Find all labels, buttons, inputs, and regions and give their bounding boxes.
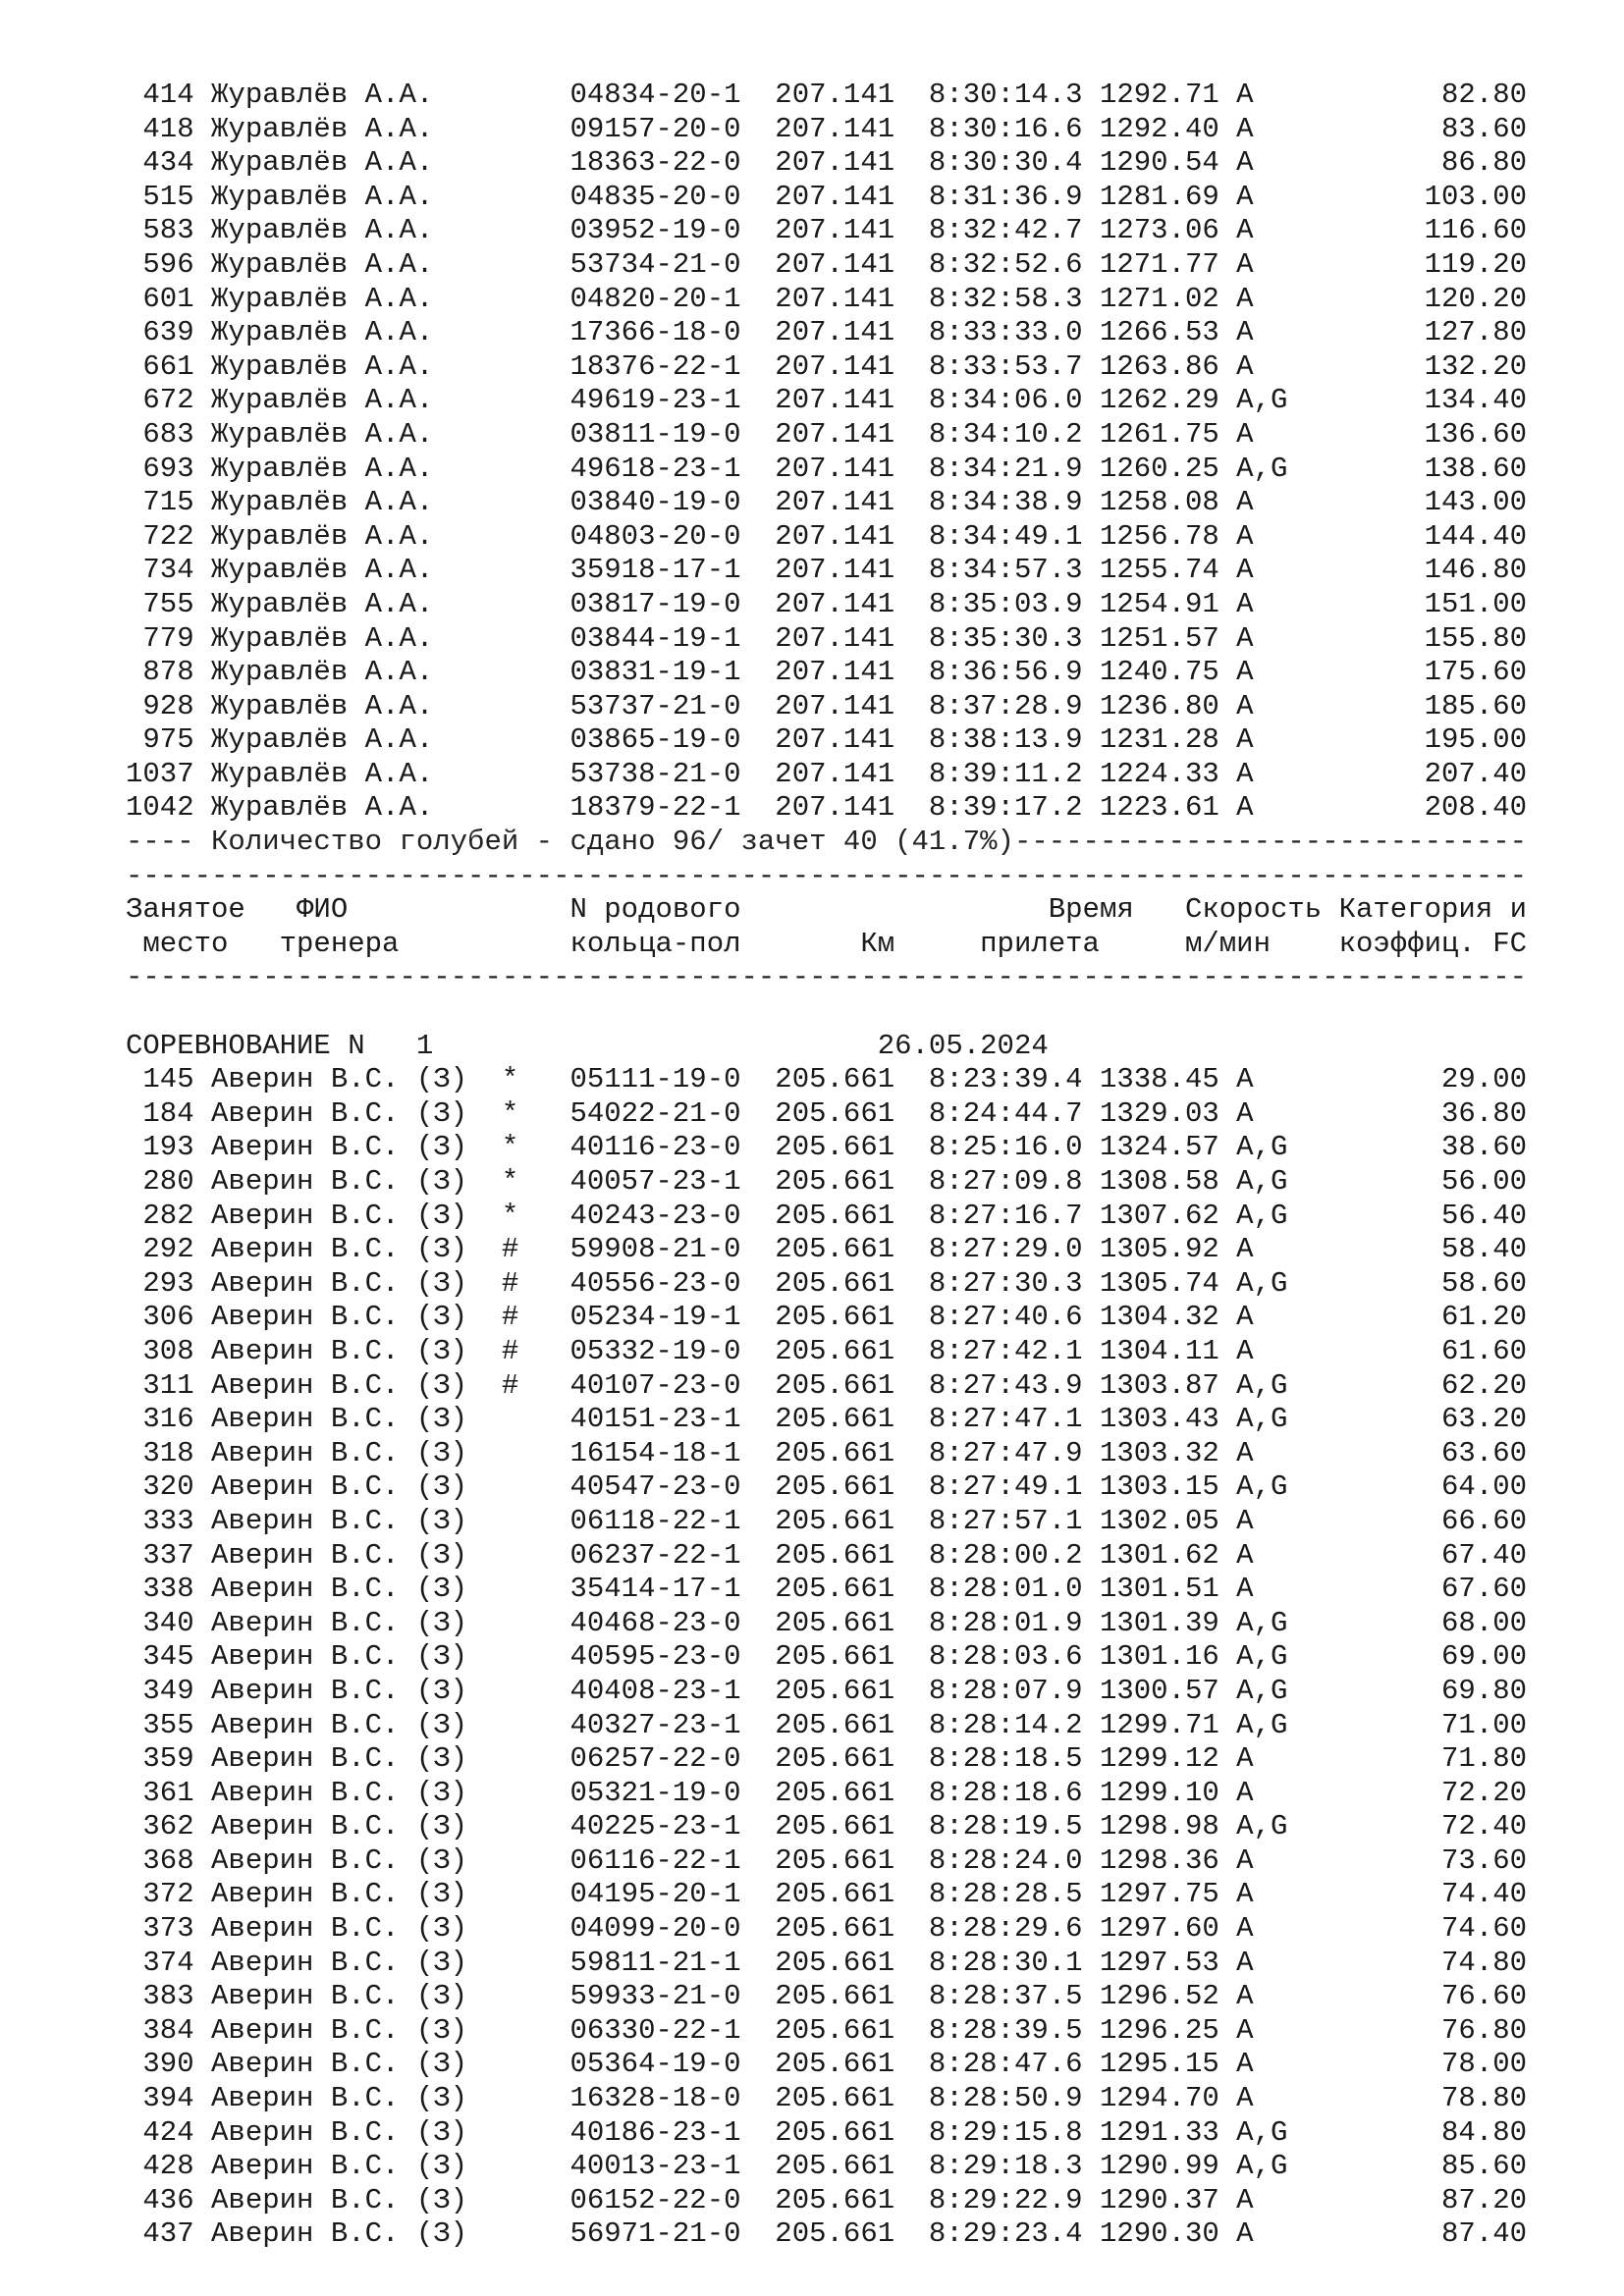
table-row: 583 Журавлёв А.А. 03952-19-0 207.141 8:32:42.7 1273.06 A 116.60: [126, 214, 1528, 247]
table-row: 333 Аверин В.С. (З) 06118-22-1 205.661 8:27:57.1 1302.05 A 66.60: [126, 1504, 1528, 1537]
table-row: 349 Аверин В.С. (З) 40408-23-1 205.661 8:28:07.9 1300.57 A,G 69.80: [126, 1674, 1528, 1707]
table-row: 394 Аверин В.С. (З) 16328-18-0 205.661 8:28:50.9 1294.70 A 78.80: [126, 2082, 1528, 2115]
table-row: 418 Журавлёв А.А. 09157-20-0 207.141 8:30:16.6 1292.40 A 83.60: [126, 112, 1528, 145]
table-row: 362 Аверин В.С. (З) 40225-23-1 205.661 8:28:19.5 1298.98 A,G 72.40: [126, 1810, 1528, 1843]
table-row: 373 Аверин В.С. (З) 04099-20-0 205.661 8:28:29.6 1297.60 A 74.60: [126, 1912, 1528, 1946]
blank-line: [126, 995, 1598, 1030]
table-row: 437 Аверин В.С. (З) 56971-21-0 205.661 8:29:23.4 1290.30 A 87.40: [126, 2217, 1528, 2251]
table-row: 722 Журавлёв А.А. 04803-20-0 207.141 8:34:49.1 1256.78 A 144.40: [126, 519, 1528, 553]
table-header-line-1: Занятое ФИО N родового Время Скорость Категория и: [126, 893, 1528, 927]
table-row: 390 Аверин В.С. (З) 05364-19-0 205.661 8:28:47.6 1295.15 A 78.00: [126, 2048, 1528, 2081]
table-row: 383 Аверин В.С. (З) 59933-21-0 205.661 8:28:37.5 1296.52 A 76.60: [126, 1980, 1528, 2013]
table-row: 755 Журавлёв А.А. 03817-19-0 207.141 8:35:03.9 1254.91 A 151.00: [126, 587, 1528, 620]
table-header-line-2: место тренера кольца-пол Км прилета м/мин коэффиц. FC: [126, 927, 1528, 960]
table-row: 1042 Журавлёв А.А. 18379-22-1 207.141 8:39:17.2 1223.61 A 208.40: [126, 791, 1528, 825]
table-row: 316 Аверин В.С. (З) 40151-23-1 205.661 8:27:47.1 1303.43 A,G 63.20: [126, 1403, 1528, 1436]
table-row: 292 Аверин В.С. (З) # 59908-21-0 205.661 8:27:29.0 1305.92 A 58.40: [126, 1233, 1528, 1266]
table-row: 596 Журавлёв А.А. 53734-21-0 207.141 8:32:52.6 1271.77 A 119.20: [126, 247, 1528, 281]
table-row: 338 Аверин В.С. (З) 35414-17-1 205.661 8:28:01.0 1301.51 A 67.60: [126, 1573, 1528, 1606]
table-row: 928 Журавлёв А.А. 53737-21-0 207.141 8:37:28.9 1236.80 A 185.60: [126, 689, 1528, 722]
table-row: 414 Журавлёв А.А. 04834-20-1 207.141 8:30:14.3 1292.71 A 82.80: [126, 79, 1528, 111]
table-row: 693 Журавлёв А.А. 49618-23-1 207.141 8:34:21.9 1260.25 A,G 138.60: [126, 452, 1528, 485]
table-row: 355 Аверин В.С. (З) 40327-23-1 205.661 8:28:14.2 1299.71 A,G 71.00: [126, 1708, 1528, 1741]
table-row: 293 Аверин В.С. (З) # 40556-23-0 205.661 8:27:30.3 1305.74 A,G 58.60: [126, 1266, 1528, 1300]
table-row: 779 Журавлёв А.А. 03844-19-1 207.141 8:35:30.3 1251.57 A 155.80: [126, 621, 1528, 655]
table-row: 434 Журавлёв А.А. 18363-22-0 207.141 8:30:30.4 1290.54 A 86.80: [126, 146, 1528, 180]
table-row: 280 Аверин В.С. (З) * 40057-23-1 205.661 8:27:09.8 1308.58 A,G 56.00: [126, 1165, 1528, 1198]
competition-line: СОРЕВНОВАНИЕ N 1 26.05.2024: [126, 1029, 1049, 1062]
table-row: 975 Журавлёв А.А. 03865-19-0 207.141 8:38:13.9 1231.28 A 195.00: [126, 723, 1528, 757]
table-row: 361 Аверин В.С. (З) 05321-19-0 205.661 8:28:18.6 1299.10 A 72.20: [126, 1776, 1528, 1809]
table-row: 424 Аверин В.С. (З) 40186-23-1 205.661 8:29:15.8 1291.33 A,G 84.80: [126, 2115, 1528, 2149]
table-row: 337 Аверин В.С. (З) 06237-22-1 205.661 8:28:00.2 1301.62 A 67.40: [126, 1538, 1528, 1572]
table-row: 320 Аверин В.С. (З) 40547-23-0 205.661 8:27:49.1 1303.15 A,G 64.00: [126, 1470, 1528, 1504]
table-row: 306 Аверин В.С. (З) # 05234-19-1 205.661 8:27:40.6 1304.32 A 61.20: [126, 1301, 1528, 1334]
table-row: 311 Аверин В.С. (З) # 40107-23-0 205.661 8:27:43.9 1303.87 A,G 62.20: [126, 1368, 1528, 1402]
table-row: 184 Аверин В.С. (З) * 54022-21-0 205.661 8:24:44.7 1329.03 A 36.80: [126, 1096, 1528, 1130]
table-row: 515 Журавлёв А.А. 04835-20-0 207.141 8:31:36.9 1281.69 A 103.00: [126, 180, 1528, 213]
table-row: 193 Аверин В.С. (З) * 40116-23-0 205.661 8:25:16.0 1324.57 A,G 38.60: [126, 1131, 1528, 1164]
results-page: [126, 79, 1598, 2252]
table-row: 368 Аверин В.С. (З) 06116-22-1 205.661 8:28:24.0 1298.36 A 73.60: [126, 1843, 1528, 1877]
table-row: 318 Аверин В.С. (З) 16154-18-1 205.661 8:27:47.9 1303.32 A 63.60: [126, 1436, 1528, 1469]
table-row: 428 Аверин В.С. (З) 40013-23-1 205.661 8:29:18.3 1290.99 A,G 85.60: [126, 2150, 1528, 2183]
table-row: 359 Аверин В.С. (З) 06257-22-0 205.661 8:28:18.5 1299.12 A 71.80: [126, 1742, 1528, 1776]
results-block-1: [126, 79, 1598, 826]
table-row: 340 Аверин В.С. (З) 40468-23-0 205.661 8:28:01.9 1301.39 A,G 68.00: [126, 1606, 1528, 1639]
table-row: 1037 Журавлёв А.А. 53738-21-0 207.141 8:39:11.2 1224.33 A 207.40: [126, 757, 1528, 790]
summary-line: ---- Количество голубей - сдано 96/ зачет 40 (41.7%)------------------------------: [126, 826, 1528, 859]
table-row: 374 Аверин В.С. (З) 59811-21-1 205.661 8:28:30.1 1297.53 A 74.80: [126, 1946, 1528, 1979]
table-row: 372 Аверин В.С. (З) 04195-20-1 205.661 8:28:28.5 1297.75 A 74.40: [126, 1878, 1528, 1911]
results-block-2: [126, 1063, 1598, 2252]
table-row: 661 Журавлёв А.А. 18376-22-1 207.141 8:33:53.7 1263.86 A 132.20: [126, 349, 1528, 383]
table-row: 345 Аверин В.С. (З) 40595-23-0 205.661 8:28:03.6 1301.16 A,G 69.00: [126, 1640, 1528, 1674]
table-row: 436 Аверин В.С. (З) 06152-22-0 205.661 8:29:22.9 1290.37 A 87.20: [126, 2183, 1528, 2216]
separator-line: ----------------------------------------------------------------------------------: [126, 859, 1528, 892]
table-row: 683 Журавлёв А.А. 03811-19-0 207.141 8:34:10.2 1261.75 A 136.60: [126, 417, 1528, 451]
table-row: 878 Журавлёв А.А. 03831-19-1 207.141 8:36:56.9 1240.75 A 175.60: [126, 656, 1528, 689]
table-row: 145 Аверин В.С. (З) * 05111-19-0 205.661 8:23:39.4 1338.45 A 29.00: [126, 1063, 1528, 1096]
table-row: 672 Журавлёв А.А. 49619-23-1 207.141 8:34:06.0 1262.29 A,G 134.40: [126, 384, 1528, 417]
table-row: 601 Журавлёв А.А. 04820-20-1 207.141 8:32:58.3 1271.02 A 120.20: [126, 282, 1528, 315]
table-row: 308 Аверин В.С. (З) # 05332-19-0 205.661 8:27:42.1 1304.11 A 61.60: [126, 1334, 1528, 1367]
table-row: 639 Журавлёв А.А. 17366-18-0 207.141 8:33:33.0 1266.53 A 127.80: [126, 316, 1528, 349]
table-row: 282 Аверин В.С. (З) * 40243-23-0 205.661 8:27:16.7 1307.62 A,G 56.40: [126, 1199, 1528, 1232]
table-row: 715 Журавлёв А.А. 03840-19-0 207.141 8:34:38.9 1258.08 A 143.00: [126, 486, 1528, 519]
table-row: 734 Журавлёв А.А. 35918-17-1 207.141 8:34:57.3 1255.74 A 146.80: [126, 554, 1528, 587]
table-row: 384 Аверин В.С. (З) 06330-22-1 205.661 8:28:39.5 1296.25 A 76.80: [126, 2013, 1528, 2047]
separator-line: ----------------------------------------------------------------------------------: [126, 961, 1528, 994]
